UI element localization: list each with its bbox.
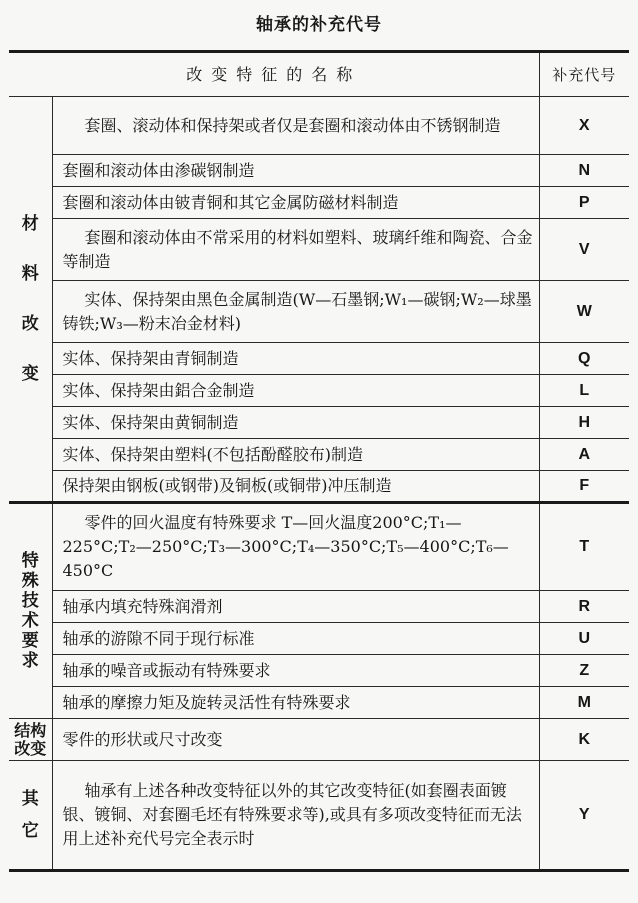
supplementary-code: V xyxy=(539,219,629,281)
supplementary-code: L xyxy=(539,375,629,407)
feature-description: 轴承有上述各种改变特征以外的其它改变特征(如套圈表面镀银、镀铜、对套圈毛坯有特殊要求等),或具有多项改变特征而无法用上述补充代号完全表示时 xyxy=(52,761,539,871)
supplementary-code: T xyxy=(539,503,629,591)
table-row xyxy=(9,375,629,407)
table-row xyxy=(9,281,629,343)
feature-description: 实体、保持架由塑料(不包括酚醛胶布)制造 xyxy=(52,439,539,471)
feature-description: 套圈和滚动体由渗碳钢制造 xyxy=(52,155,539,187)
table-row xyxy=(9,761,629,871)
feature-description: 保持架由钢板(或钢带)及铜板(或铜带)冲压制造 xyxy=(52,471,539,503)
table-row xyxy=(9,623,629,655)
feature-description: 套圈和滚动体由铍青铜和其它金属防磁材料制造 xyxy=(52,187,539,219)
table-row xyxy=(9,503,629,591)
page-title: 轴承的补充代号 xyxy=(256,15,382,35)
supplementary-code: Q xyxy=(539,343,629,375)
feature-description: 实体、保持架由黄铜制造 xyxy=(52,407,539,439)
category-material-change: 材 料 改 变 xyxy=(9,97,52,503)
supplementary-code: H xyxy=(539,407,629,439)
table-row xyxy=(9,591,629,623)
table-row xyxy=(9,407,629,439)
supplementary-code-table xyxy=(9,50,629,872)
supplementary-code: F xyxy=(539,471,629,503)
supplementary-code: Y xyxy=(539,761,629,871)
supplementary-code: A xyxy=(539,439,629,471)
feature-description: 套圈和滚动体由不常采用的材料如塑料、玻璃纤维和陶瓷、合金等制造 xyxy=(52,219,539,281)
feature-description: 实体、保持架由黑色金属制造(W—石墨钢;W₁—碳钢;W₂—球墨铸铁;W₃—粉末冶金材料) xyxy=(52,281,539,343)
table-row xyxy=(9,97,629,155)
feature-description: 实体、保持架由鋁合金制造 xyxy=(52,375,539,407)
feature-description: 轴承的噪音或振动有特殊要求 xyxy=(52,655,539,687)
feature-description: 套圈、滚动体和保持架或者仅是套圈和滚动体由不锈钢制造 xyxy=(52,97,539,155)
feature-description: 轴承的摩擦力矩及旋转灵活性有特殊要求 xyxy=(52,687,539,719)
table-header-row xyxy=(9,52,629,97)
supplementary-code: R xyxy=(539,591,629,623)
category-special-technical-requirements: 特 殊 技 术 要 求 xyxy=(9,503,52,719)
category-structure-change: 结构 改变 xyxy=(9,719,52,761)
supplementary-code: K xyxy=(539,719,629,761)
header-code: 补充代号 xyxy=(539,52,629,97)
supplementary-code: Z xyxy=(539,655,629,687)
supplementary-code: X xyxy=(539,97,629,155)
table-row xyxy=(9,155,629,187)
feature-description: 轴承内填充特殊润滑剂 xyxy=(52,591,539,623)
category-other: 其 它 xyxy=(9,761,52,871)
supplementary-code: U xyxy=(539,623,629,655)
supplementary-code: N xyxy=(539,155,629,187)
supplementary-code: W xyxy=(539,281,629,343)
feature-description: 实体、保持架由青铜制造 xyxy=(52,343,539,375)
table-row xyxy=(9,719,629,761)
table-row xyxy=(9,187,629,219)
feature-description: 零件的回火温度有特殊要求 T—回火温度200°C;T₁—225°C;T₂—250°C;T₃—300°C;T₄—350°C;T₅—400°C;T₆—450°C xyxy=(52,503,539,591)
table-row xyxy=(9,655,629,687)
feature-description: 轴承的游隙不同于现行标准 xyxy=(52,623,539,655)
supplementary-code: P xyxy=(539,187,629,219)
supplementary-code: M xyxy=(539,687,629,719)
table-row xyxy=(9,471,629,503)
header-feature-name: 改变特征的名称 xyxy=(9,52,539,97)
feature-description: 零件的形状或尺寸改变 xyxy=(52,719,539,761)
table-row xyxy=(9,343,629,375)
table-row xyxy=(9,439,629,471)
table-row xyxy=(9,219,629,281)
table-row xyxy=(9,687,629,719)
